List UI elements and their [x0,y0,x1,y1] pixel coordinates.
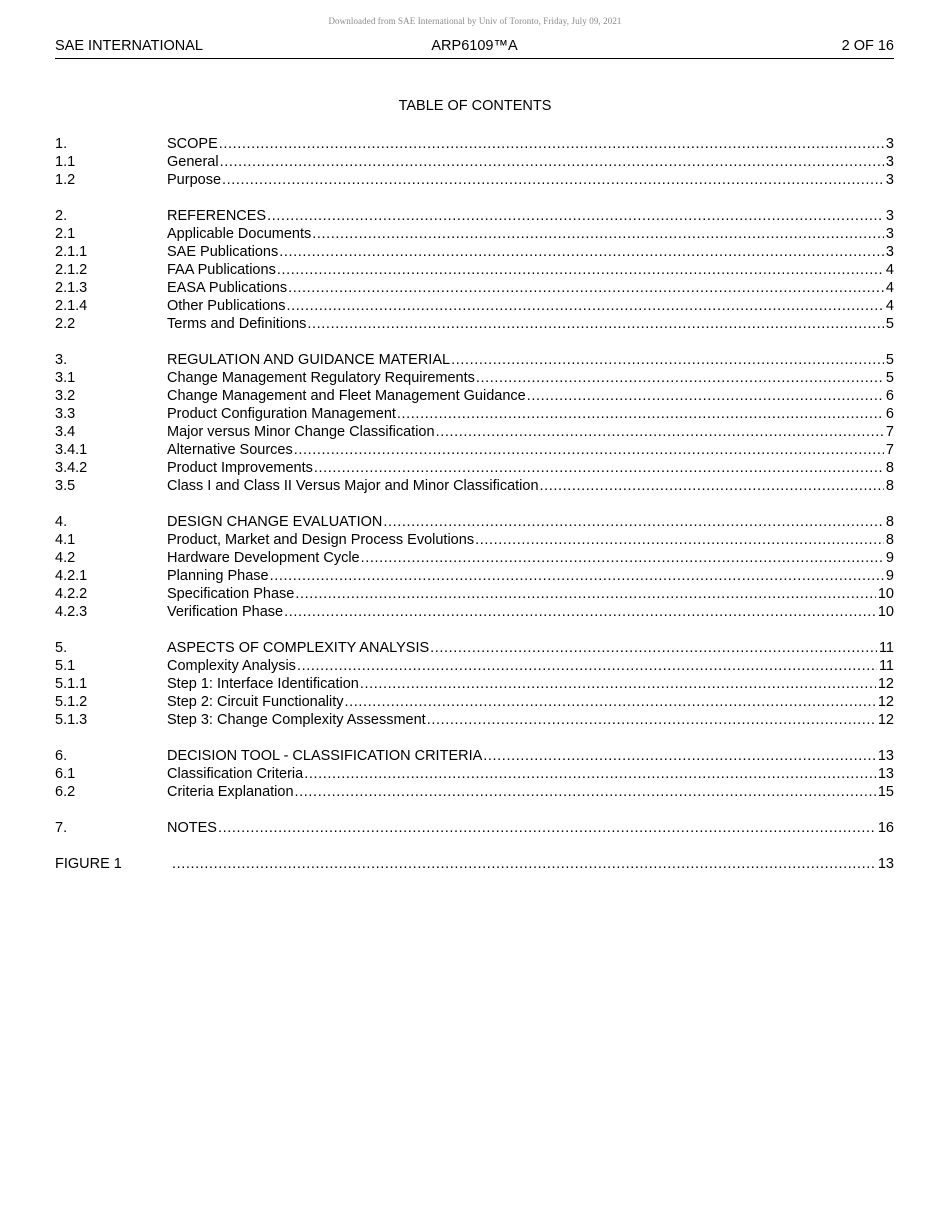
toc-entry-title: ASPECTS OF COMPLEXITY ANALYSIS [167,640,430,656]
toc-entry-number: 2.1 [55,226,76,242]
toc-dot-leader [360,675,876,693]
toc-entry[interactable] [55,405,894,423]
toc-entry-body [167,171,894,189]
toc-entry-page: 12 [877,694,894,710]
toc-entry-title: Criteria Explanation [167,784,294,800]
toc-entry[interactable] [55,567,894,585]
toc-entry-number: 5. [55,640,68,656]
toc-entry-title: Terms and Definitions [167,316,307,332]
toc-entry-page: 11 [878,640,894,656]
toc-entry[interactable] [55,585,894,603]
toc-dot-leader [284,603,876,621]
toc-entry-page: 4 [885,298,894,314]
toc-entry-number: 2.1.1 [55,244,88,260]
toc-entry-number: 4.1 [55,532,76,548]
toc-entry[interactable] [55,423,894,441]
toc-entry[interactable] [55,135,894,153]
toc-dot-leader [277,261,884,279]
toc-entry-number: 6.1 [55,766,76,782]
toc-entry[interactable] [55,225,894,243]
toc-entry-body [167,405,894,423]
toc-entry-body [167,351,894,369]
toc-entry-page: 13 [877,766,894,782]
toc-entry-body [167,279,894,297]
toc-entry[interactable] [55,603,894,621]
toc-entry-number: 1. [55,136,68,152]
toc-entry-body [167,207,894,225]
toc-entry-body [167,747,894,765]
toc-entry-page: 5 [885,316,894,332]
toc-entry-page: 9 [885,550,894,566]
toc-dot-leader [475,531,884,549]
toc-dot-leader [219,135,884,153]
toc-entry-page: 6 [885,406,894,422]
toc-entry-title: REGULATION AND GUIDANCE MATERIAL [167,352,451,368]
toc-entry[interactable] [55,531,894,549]
toc-dot-leader [218,819,876,837]
toc-dot-leader [288,279,884,297]
toc-entry-title: Purpose [167,172,222,188]
toc-entry-title: Product Improvements [167,460,313,476]
toc-entry[interactable] [55,297,894,315]
toc-entry-number: 1.1 [55,154,76,170]
toc-entry-page: 5 [885,352,894,368]
toc-entry[interactable] [55,261,894,279]
toc-entry-page: 8 [885,460,894,476]
toc-dot-leader [527,387,884,405]
toc-entry-title: Class I and Class II Versus Major and Minor Classification [167,478,539,494]
toc-entry-number: 5.1 [55,658,76,674]
toc-entry[interactable] [55,657,894,675]
toc-entry-page: 6 [885,388,894,404]
toc-entry-body [167,513,894,531]
toc-dot-leader [540,477,884,495]
toc-section [55,135,894,189]
toc-entry-page: 3 [885,208,894,224]
page-header [55,38,894,59]
toc-entry-body [167,819,894,837]
toc-dot-leader [220,153,884,171]
toc-entry-body [167,567,894,585]
toc-entry-body [167,693,894,711]
toc-entry-body [167,657,894,675]
toc-section [55,351,894,495]
toc-entry[interactable] [55,243,894,261]
toc-entry-body [167,783,894,801]
toc-entry-page: 9 [885,568,894,584]
toc-dot-leader [297,657,877,675]
toc-entry-title: Product Configuration Management [167,406,396,422]
toc-dot-leader [279,243,884,261]
toc-entry-page: 8 [885,478,894,494]
toc-entry-number: 3.1 [55,370,76,386]
toc-entry[interactable] [55,171,894,189]
toc-entry-body [167,603,894,621]
toc-entry-body [167,387,894,405]
header-document-id: ARP6109™A [431,38,518,54]
toc-entry-body [167,315,894,333]
toc-dot-leader [267,207,884,225]
toc-dot-leader [307,315,884,333]
toc-entry-number: 3.2 [55,388,76,404]
toc-entry-number: 6. [55,748,68,764]
toc-entry-number: 3.4 [55,424,76,440]
toc-entry-title: EASA Publications [167,280,288,296]
toc-dot-leader [270,567,884,585]
figure-label: FIGURE 1 [55,856,122,872]
toc-entry-body [167,675,894,693]
toc-entry-title: Step 2: Circuit Functionality [167,694,344,710]
toc-dot-leader [476,369,884,387]
toc-dot-leader [294,441,884,459]
toc-dot-leader [483,747,876,765]
toc-entry-number: 7. [55,820,68,836]
toc-entry-page: 3 [885,226,894,242]
toc-dot-leader [427,711,876,729]
toc-entry-number: 5.1.2 [55,694,88,710]
toc-entry[interactable] [55,153,894,171]
figure-page: 13 [877,856,894,872]
toc-entry-number: 1.2 [55,172,76,188]
toc-entry-number: 4.2.3 [55,604,88,620]
toc-entry-number: 3.4.1 [55,442,88,458]
toc-section [55,819,894,837]
toc-entry-body [167,477,894,495]
toc-entry-title: FAA Publications [167,262,276,278]
toc-entry-body [167,765,894,783]
toc-entry-number: 6.2 [55,784,76,800]
toc-entry-number: 4.2 [55,550,76,566]
toc-entry-body [167,531,894,549]
toc-entry-title: Other Publications [167,298,286,314]
toc-entry[interactable] [55,351,894,369]
toc-entry-title: Change Management and Fleet Management Guidance [167,388,526,404]
header-publisher: SAE INTERNATIONAL [55,38,203,54]
toc-entry-page: 8 [885,514,894,530]
toc-entry-title: REFERENCES [167,208,267,224]
toc-entry-title: Specification Phase [167,586,295,602]
toc-entry-body [167,261,894,279]
toc-entry-body [167,153,894,171]
toc-title: TABLE OF CONTENTS [398,98,552,114]
toc-entry-page: 8 [885,532,894,548]
toc-entry-title: SAE Publications [167,244,279,260]
toc-entry-title: SCOPE [167,136,218,152]
toc-entry-body [167,585,894,603]
toc-entry[interactable] [55,675,894,693]
toc-section [55,639,894,729]
toc-entry-page: 12 [877,712,894,728]
toc-entry-page: 16 [877,820,894,836]
toc-entry-number: 3.5 [55,478,76,494]
toc-entry-body [167,549,894,567]
toc-entry[interactable] [55,693,894,711]
toc-entry-title: DESIGN CHANGE EVALUATION [167,514,383,530]
toc-entry-page: 15 [877,784,894,800]
toc-entry-number: 2.1.3 [55,280,88,296]
header-page-number: 2 OF 16 [841,38,894,54]
toc-entry-page: 12 [877,676,894,692]
download-watermark: Downloaded from SAE International by Univ of Toronto, Friday, July 09, 2021 [328,16,622,26]
toc-entry-number: 5.1.3 [55,712,88,728]
toc-entry-number: 2.1.4 [55,298,88,314]
table-of-contents [55,135,894,891]
toc-entry-title: Applicable Documents [167,226,312,242]
toc-entry[interactable] [55,513,894,531]
toc-entry[interactable] [55,819,894,837]
toc-entry[interactable] [55,459,894,477]
toc-entry-title: Change Management Regulatory Requirements [167,370,475,386]
toc-entry[interactable] [55,747,894,765]
toc-dot-leader [312,225,884,243]
figure-entry[interactable] [55,855,894,873]
toc-entry-page: 3 [885,244,894,260]
toc-entry-body [167,243,894,261]
figure-entry-body [171,855,894,873]
toc-entry-number: 4. [55,514,68,530]
toc-entry-page: 3 [885,136,894,152]
toc-dot-leader [172,855,876,873]
toc-dot-leader [430,639,877,657]
toc-entry-body [167,225,894,243]
toc-entry-title: Complexity Analysis [167,658,296,674]
toc-entry-page: 7 [885,424,894,440]
toc-entry-body [167,135,894,153]
toc-entry-number: 2.1.2 [55,262,88,278]
toc-entry[interactable] [55,639,894,657]
toc-entry-title: Step 3: Change Complexity Assessment [167,712,426,728]
toc-entry-number: 2. [55,208,68,224]
toc-entry-page: 3 [885,154,894,170]
toc-dot-leader [286,297,883,315]
toc-dot-leader [451,351,884,369]
toc-dot-leader [397,405,884,423]
toc-entry-number: 3. [55,352,68,368]
toc-entry-body [167,423,894,441]
toc-dot-leader [361,549,884,567]
toc-entry[interactable] [55,369,894,387]
toc-entry-number: 4.2.1 [55,568,88,584]
toc-entry-title: Planning Phase [167,568,269,584]
toc-dot-leader [345,693,876,711]
toc-entry[interactable] [55,207,894,225]
toc-entry[interactable] [55,279,894,297]
toc-entry-title: Verification Phase [167,604,284,620]
toc-dot-leader [295,783,876,801]
toc-entry-number: 3.3 [55,406,76,422]
toc-entry[interactable] [55,711,894,729]
toc-entry-title: Alternative Sources [167,442,293,458]
toc-entry-title: Product, Market and Design Process Evolutions [167,532,475,548]
toc-entry-page: 10 [877,604,894,620]
toc-dot-leader [436,423,884,441]
toc-entry[interactable] [55,477,894,495]
toc-entry-title: Major versus Minor Change Classification [167,424,435,440]
list-of-figures [55,855,894,873]
toc-section [55,207,894,333]
toc-section [55,747,894,801]
toc-entry-body [167,639,894,657]
toc-entry[interactable] [55,441,894,459]
toc-entry[interactable] [55,387,894,405]
toc-entry-title: DECISION TOOL - CLASSIFICATION CRITERIA [167,748,483,764]
toc-section [55,513,894,621]
toc-entry-page: 5 [885,370,894,386]
toc-dot-leader [295,585,876,603]
toc-entry-page: 7 [885,442,894,458]
toc-entry-body [167,297,894,315]
toc-entry[interactable] [55,765,894,783]
toc-entry-number: 4.2.2 [55,586,88,602]
toc-entry-body [167,459,894,477]
toc-entry-page: 13 [877,748,894,764]
toc-entry-page: 11 [878,658,894,674]
toc-entry-body [167,441,894,459]
toc-entry-title: Hardware Development Cycle [167,550,360,566]
toc-entry-page: 3 [885,172,894,188]
toc-entry-number: 3.4.2 [55,460,88,476]
toc-entry[interactable] [55,549,894,567]
toc-entry-title: General [167,154,219,170]
toc-entry-page: 4 [885,262,894,278]
toc-entry-title: Classification Criteria [167,766,304,782]
toc-dot-leader [383,513,884,531]
toc-entry[interactable] [55,315,894,333]
toc-entry-body [167,711,894,729]
toc-entry-number: 2.2 [55,316,76,332]
toc-entry-number: 5.1.1 [55,676,88,692]
toc-entry[interactable] [55,783,894,801]
toc-entry-title: NOTES [167,820,217,836]
toc-dot-leader [304,765,876,783]
toc-entry-title: Step 1: Interface Identification [167,676,359,692]
toc-entry-page: 10 [877,586,894,602]
toc-dot-leader [222,171,884,189]
toc-dot-leader [314,459,884,477]
toc-entry-page: 4 [885,280,894,296]
toc-entry-body [167,369,894,387]
